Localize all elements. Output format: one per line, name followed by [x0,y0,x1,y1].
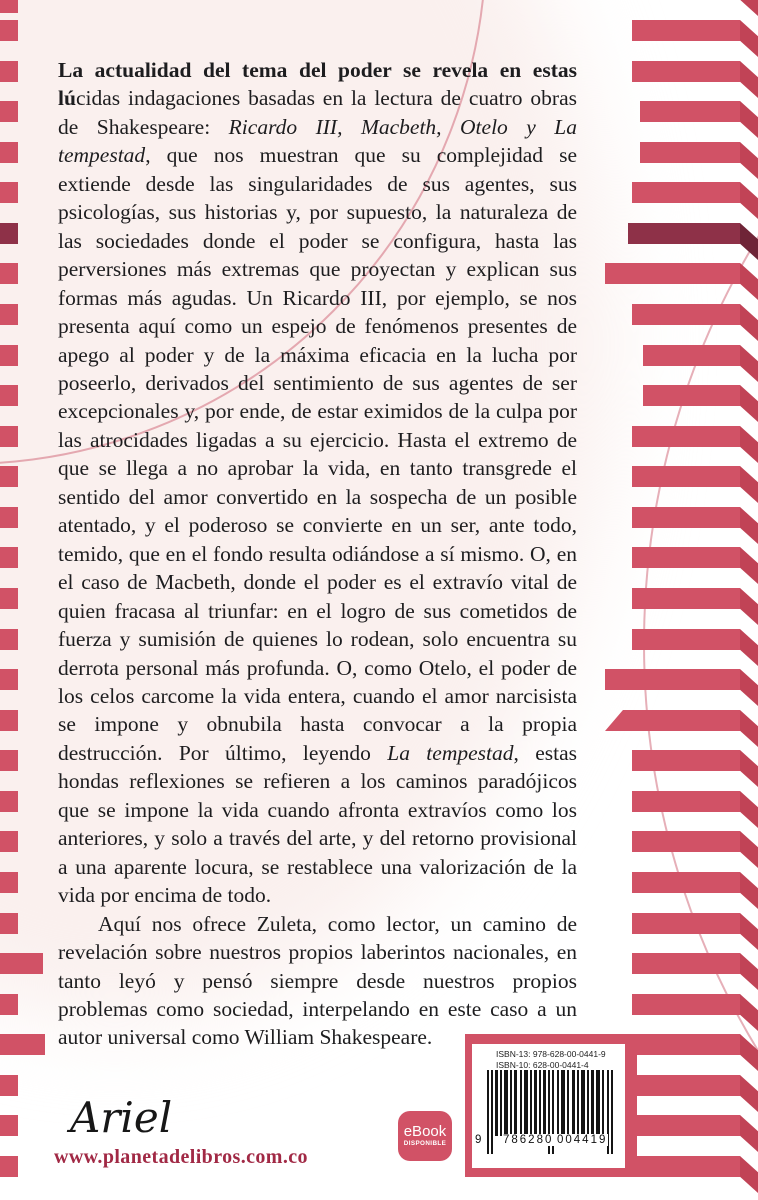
publisher-website: www.planetadelibros.com.co [54,1146,308,1168]
barcode-digits [472,1134,625,1148]
barcode-digit-group1: 786280 [503,1134,554,1146]
barcode-digit-lead: 9 [475,1134,482,1146]
barcode-digit-group2: 004419 [557,1134,608,1146]
ebook-badge [398,1111,452,1161]
ariel-imprint-logo: Ariel [70,1093,173,1142]
isbn-numbers [496,1049,625,1070]
barcode-box [465,1034,637,1177]
isbn13-label: ISBN-13: 978-628-00-0441-9 [496,1049,606,1059]
ebook-badge-title: eBook [403,1123,447,1140]
barcode-label [472,1044,625,1168]
synopsis-paragraph-1: La actualidad del tema del poder se revela en estas lúcidas indagaciones basadas en la lectura de cuatro obras de Shakespeare: Ricardo III, Macbeth, Otelo y La tempestad, que nos muestran que su complejidad se extiende desde las singularidades de sus agentes, sus psicologías, sus historias y, por supuesto, la naturaleza de las sociedades donde el poder se configura, hasta las perversiones más extremas que proyectan y explican sus formas más agudas. Un Ricardo III, por ejemplo, se nos presenta aquí como un espejo de fenómenos presentes de apego al poder y de la máxima eficacia en la lucha por poseerlo, derivados del sentimiento de sus agentes de ser excepcionales y, por ende, de estar eximidos de la culpa por las atrocidades ligadas a su ejercicio. Hasta el extremo de que se llega a no aprobar la vida, en tanto transgrede el sentido del amor convertido en la sospecha de un posible atentado, y el poderoso se convierte en un ser, ante todo, temido, que en el fondo resulta odiándose a sí mismo. O, en el caso de Macbeth, donde el poder es el extravío vital de quien fracasa al triunfar: en el logro de sus cometidos de fuerza y sumisión de quienes lo rodean, solo encuentra su derrota personal más profunda. O, como Otelo, el poder de los celos carcome la vida entera, cuando el amor narcisista se impone y obnubila hasta convocar a la propia destrucción. Por último, leyendo La tempestad, estas hondas reflexiones se refieren a los caminos paradójicos que se impone la vida cuando afronta extravíos como los anteriores, y solo a través del arte, y del retorno provisional a una aparente locura, se restablece una valorización de la vida por encima de todo. [58,58,578,908]
synopsis-paragraph-2: Aquí nos ofrece Zuleta, como lector, un camino de revelación sobre nuestros propios laberintos nacionales, en tanto leyó y pensó siempre desde nuestros propios problemas como sociedad, interpelando en este caso a un autor universal como William Shakespeare. [58,911,577,1050]
ebook-badge-subtitle: DISPONIBLE [403,1140,447,1147]
synopsis-text [58,56,577,1052]
isbn10-label: ISBN-10: 628-00-0441-4 [496,1059,589,1070]
